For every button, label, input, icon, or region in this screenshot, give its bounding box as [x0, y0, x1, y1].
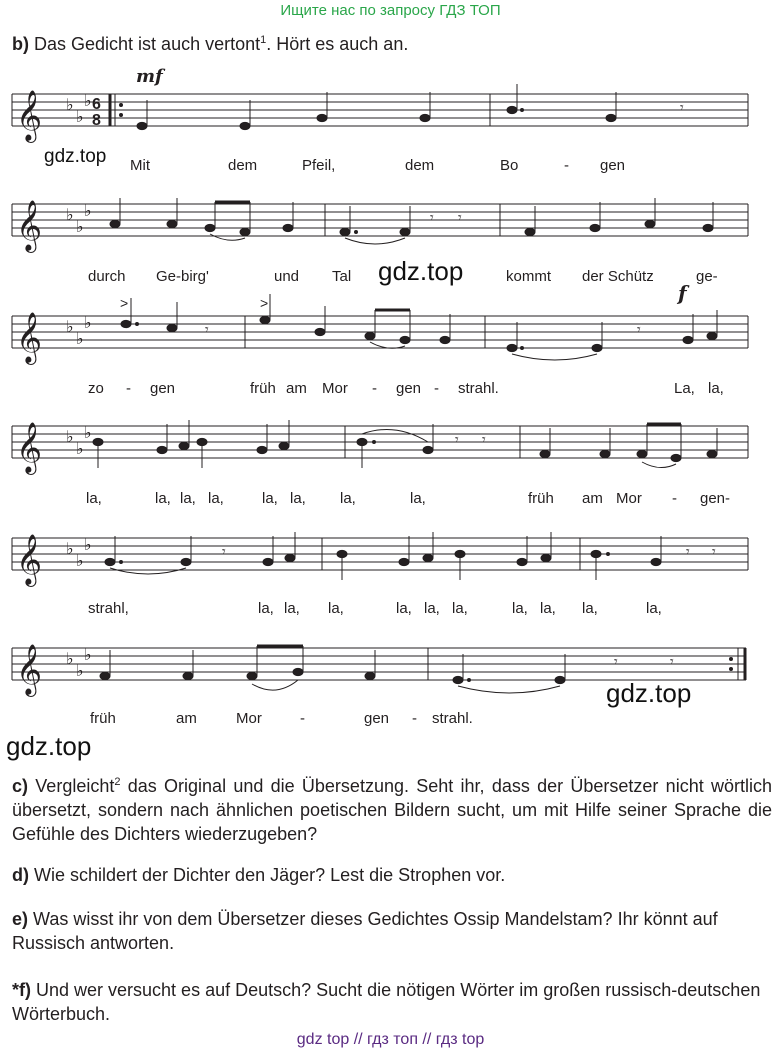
lyric: - — [300, 710, 305, 727]
lyric: la, — [396, 600, 412, 617]
lyric: am — [286, 380, 307, 397]
lyric: Mor — [236, 710, 262, 727]
lyric: zo — [88, 380, 104, 397]
dynamic-mf: mf — [136, 66, 163, 87]
lyric: la, — [208, 490, 224, 507]
svg-text:𝄾: 𝄾 — [222, 543, 226, 559]
watermark-3: gdz.top — [606, 678, 692, 708]
lyric: strahl. — [458, 380, 499, 397]
lyric: und — [274, 268, 300, 285]
lyric: gen- — [700, 490, 731, 507]
task-c — [12, 770, 772, 846]
watermark-2: gdz.top — [378, 256, 464, 286]
task-c-text: das Original und die Übersetzung. Seht ihr, dass der Übersetzer nicht wörtlich übersetzt, sondern nach ähnlichen poetischen Bildern sucht, um mit Hilfe seiner Sprache die Gefühle des Dichters wiederzugeben? — [12, 776, 772, 844]
lyric: Bo — [500, 157, 519, 174]
lyric: dem — [228, 157, 258, 174]
task-e — [12, 907, 772, 955]
footer: gdz top // гдз топ // гдз top — [296, 1031, 485, 1048]
lyric: la, — [452, 600, 468, 617]
task-e-text: Was wisst ihr von dem Übersetzer dieses Gedichtes Ossip Mandelstam? Ihr könnt auf Russisch antworten. — [12, 909, 718, 953]
svg-text:♭: ♭ — [84, 315, 92, 332]
top-banner: Ищите нас по запросу ГДЗ ТОП — [280, 2, 501, 19]
svg-text:𝄾: 𝄾 — [458, 209, 462, 225]
task-d-label: d) — [12, 865, 29, 885]
svg-text:>: > — [260, 295, 269, 311]
lyric: - — [564, 157, 569, 174]
lyric: La, — [674, 380, 695, 397]
lyric: früh — [90, 710, 116, 727]
watermark-1: gdz.top — [44, 146, 107, 167]
lyric: gen — [364, 710, 390, 727]
lyric: gen — [150, 380, 176, 397]
dynamic-f: f — [678, 282, 687, 305]
svg-text:𝄞: 𝄞 — [16, 90, 43, 141]
lyric: am — [582, 490, 603, 507]
svg-text:♭: ♭ — [76, 663, 84, 680]
svg-text:♭: ♭ — [66, 651, 74, 668]
svg-text:𝄾: 𝄾 — [455, 431, 459, 447]
svg-text:♭: ♭ — [66, 541, 74, 558]
lyric: - — [372, 380, 377, 397]
lyric: la, — [424, 600, 440, 617]
lyric: Pfeil, — [302, 157, 336, 174]
svg-text:♭: ♭ — [76, 553, 84, 570]
lyric: gen — [600, 157, 626, 174]
svg-text:>: > — [120, 295, 129, 311]
svg-text:𝄞: 𝄞 — [16, 422, 43, 473]
task-b-text: Das Gedicht ist auch vertont — [34, 34, 261, 54]
svg-text:𝄾: 𝄾 — [482, 431, 486, 447]
lyric: la, — [155, 490, 171, 507]
svg-text:𝄞: 𝄞 — [16, 534, 43, 585]
lyric: früh — [528, 490, 554, 507]
lyric: - — [434, 380, 439, 397]
svg-text:𝄞: 𝄞 — [16, 312, 43, 363]
task-c-label: c) — [12, 776, 29, 796]
lyric: la, — [582, 600, 598, 617]
svg-text:♭: ♭ — [84, 647, 92, 664]
lyric: la, — [328, 600, 344, 617]
task-b-label: b) — [12, 34, 29, 54]
lyric: la, — [646, 600, 662, 617]
lyric: la, — [290, 490, 306, 507]
svg-text:𝄾: 𝄾 — [670, 653, 674, 669]
task-b-footnote: 1 — [260, 34, 267, 46]
svg-text:8: 8 — [92, 112, 101, 129]
svg-text:𝄾: 𝄾 — [637, 321, 641, 337]
svg-text:♭: ♭ — [76, 219, 84, 236]
lyric: Mit — [130, 157, 150, 174]
lyric: durch — [88, 268, 126, 285]
svg-text:♭: ♭ — [84, 425, 92, 442]
task-d — [12, 863, 772, 887]
task-d-text: Wie schildert der Dichter den Jäger? Lest die Strophen vor. — [29, 865, 506, 885]
svg-text:♭: ♭ — [66, 319, 74, 336]
lyric: gen — [396, 380, 422, 397]
svg-text:6: 6 — [92, 96, 101, 113]
music-staff-3 — [0, 282, 781, 382]
svg-text:𝄾: 𝄾 — [205, 321, 209, 337]
music-staff-5 — [0, 504, 781, 604]
lyric: strahl. — [432, 710, 473, 727]
lyric: la, — [540, 600, 556, 617]
lyric: ge- — [696, 268, 718, 285]
svg-text:♭: ♭ — [66, 207, 74, 224]
lyric: la, — [340, 490, 356, 507]
svg-text:♭: ♭ — [66, 97, 74, 114]
lyric: Mor — [616, 490, 642, 507]
svg-text:♭: ♭ — [84, 93, 92, 110]
svg-text:♭: ♭ — [84, 203, 92, 220]
music-staff-2 — [0, 170, 781, 270]
lyric: - — [672, 490, 677, 507]
lyric: Mor — [322, 380, 348, 397]
svg-text:♭: ♭ — [84, 537, 92, 554]
task-f-text: Und wer versucht es auf Deutsch? Sucht die nötigen Wörter im großen russisch-deutschen Wörterbuch. — [12, 980, 761, 1024]
lyric: - — [412, 710, 417, 727]
lyric: la, — [410, 490, 426, 507]
lyric: la, — [284, 600, 300, 617]
task-b — [12, 34, 408, 55]
lyric: - — [126, 380, 131, 397]
lyric: früh — [250, 380, 276, 397]
lyric: la, — [262, 490, 278, 507]
svg-text:𝄾: 𝄾 — [686, 543, 690, 559]
svg-text:𝄾: 𝄾 — [680, 99, 684, 115]
svg-text:♭: ♭ — [66, 429, 74, 446]
lyric: kommt — [506, 268, 551, 285]
task-c-pre: Vergleicht — [35, 776, 115, 796]
lyric: la, — [180, 490, 196, 507]
task-c-footnote: 2 — [114, 776, 121, 788]
task-e-label: e) — [12, 909, 29, 929]
svg-text:♭: ♭ — [76, 441, 84, 458]
svg-text:♭: ♭ — [76, 109, 84, 126]
lyric: la, — [258, 600, 274, 617]
lyric: Ge-birg' — [156, 268, 209, 285]
lyric: der Schütz — [582, 268, 654, 285]
lyric: la, — [86, 490, 102, 507]
task-f — [12, 978, 772, 1026]
music-staff-1 — [0, 60, 781, 160]
lyric: Tal — [332, 268, 352, 285]
svg-text:𝄾: 𝄾 — [430, 209, 434, 225]
svg-text:♭: ♭ — [76, 331, 84, 348]
lyric: am — [176, 710, 197, 727]
lyric: dem — [405, 157, 435, 174]
lyric: strahl, — [88, 600, 129, 617]
music-staff-4 — [0, 392, 781, 492]
svg-text:𝄞: 𝄞 — [16, 644, 43, 695]
svg-text:𝄾: 𝄾 — [614, 653, 618, 669]
lyric: la, — [708, 380, 724, 397]
watermark-4: gdz.top — [6, 731, 92, 761]
task-b-text2: . Hört es auch an. — [266, 34, 409, 54]
svg-text:𝄞: 𝄞 — [16, 200, 43, 251]
task-f-label: *f) — [12, 980, 31, 1000]
svg-text:𝄾: 𝄾 — [712, 543, 716, 559]
lyric-line-6 — [0, 710, 781, 730]
lyric: la, — [512, 600, 528, 617]
